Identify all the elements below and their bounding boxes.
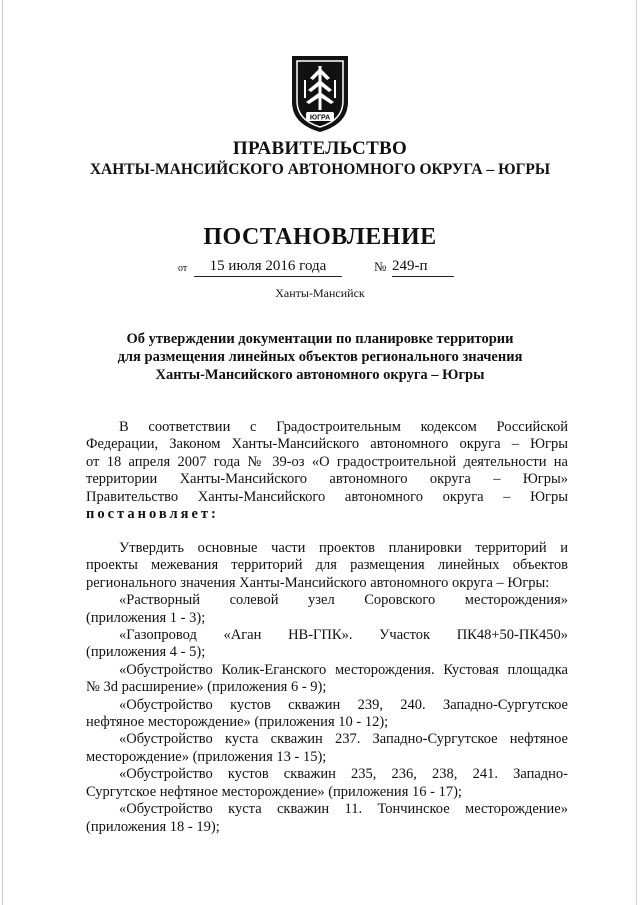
subject-line: Об утверждении документации по планировке территории — [126, 331, 514, 347]
resolution-intro-line: регионального значения Ханты-Мансийского автономного округа – Югры: — [86, 574, 550, 591]
list-item-line: «Обустройство куста скважин 11. Тончинское месторождение» — [119, 801, 568, 818]
list-item-line: «Обустройство кустов скважин 235, 236, 238, 241. Западно- — [119, 766, 568, 783]
document-type-title: ПОСТАНОВЛЕНИЕ — [203, 224, 437, 250]
list-item-line: № 3d расширение» (приложения 6 - 9); — [86, 679, 327, 696]
list-item-line: Сургутское нефтяное месторождение» (приложения 16 - 17); — [86, 783, 462, 800]
preamble-line: Правительство Ханты-Мансийского автономного округа – Югры — [86, 488, 568, 505]
list-item-line: «Обустройство куста скважин 237. Западно-Сургутское нефтяное — [119, 731, 568, 748]
government-heading: ПРАВИТЕЛЬСТВО — [232, 138, 408, 159]
preamble-paragraph — [86, 419, 568, 523]
list-item-line: «Обустройство Колик-Еганского месторождения. Кустовая площадка — [119, 661, 568, 678]
from-label: от — [178, 263, 188, 274]
city-name: Ханты-Мансийск — [275, 286, 365, 300]
list-item-line: «Обустройство кустов скважин 239, 240. Западно-Сургутское — [119, 696, 568, 713]
emblem-ribbon-text: ЮГРА — [309, 114, 331, 122]
list-item-line: нефтяное месторождение» (приложения 10 - 12); — [86, 714, 389, 731]
list-item-line: месторождение» (приложения 13 - 15); — [86, 748, 327, 765]
document-number: 249-п — [392, 258, 454, 277]
list-item-line: (приложения 1 - 3); — [86, 609, 206, 626]
preamble-line: В соответствии с Градостроительным кодексом Российской — [119, 419, 568, 435]
number-label: № — [374, 259, 387, 274]
document-date: 15 июля 2016 года — [194, 258, 342, 277]
resolution-intro-line: Утвердить основные части проектов планировки территорий и — [119, 540, 568, 556]
preamble-line: Федерации, Законом Ханты-Мансийского автономного округа – Югры — [86, 436, 568, 453]
decree-word: постановляет: — [86, 506, 219, 523]
preamble-line: территории Ханты-Мансийского автономного округа – Югры» — [86, 471, 568, 488]
resolution-intro-line: проекты межевания территорий для размещения линейных объектов — [86, 557, 568, 574]
resolution-paragraph — [86, 540, 568, 836]
date-number-line — [0, 258, 640, 278]
list-item-line: «Растворный солевой узел Соровского месторождения» — [119, 592, 568, 609]
scan-edge-left — [2, 0, 3, 905]
document-subject — [90, 330, 550, 384]
list-item-line: «Газопровод «Аган НВ-ГПК». Участок ПК48+50-ПК450» — [119, 627, 568, 644]
list-item-line: (приложения 18 - 19); — [86, 818, 220, 835]
subject-line: для размещения линейных объектов регионального значения — [117, 349, 523, 365]
preamble-line: от 18 апреля 2007 года № 39-оз «О градостроительной деятельности на — [86, 453, 568, 470]
list-item-line: (приложения 4 - 5); — [86, 644, 206, 661]
scan-edge-right — [636, 0, 637, 905]
coat-of-arms-emblem — [286, 50, 354, 134]
region-heading: ХАНТЫ-МАНСИЙСКОГО АВТОНОМНОГО ОКРУГА – ЮГРЫ — [89, 161, 551, 178]
subject-line: Ханты-Мансийского автономного округа – Югры — [155, 367, 485, 383]
